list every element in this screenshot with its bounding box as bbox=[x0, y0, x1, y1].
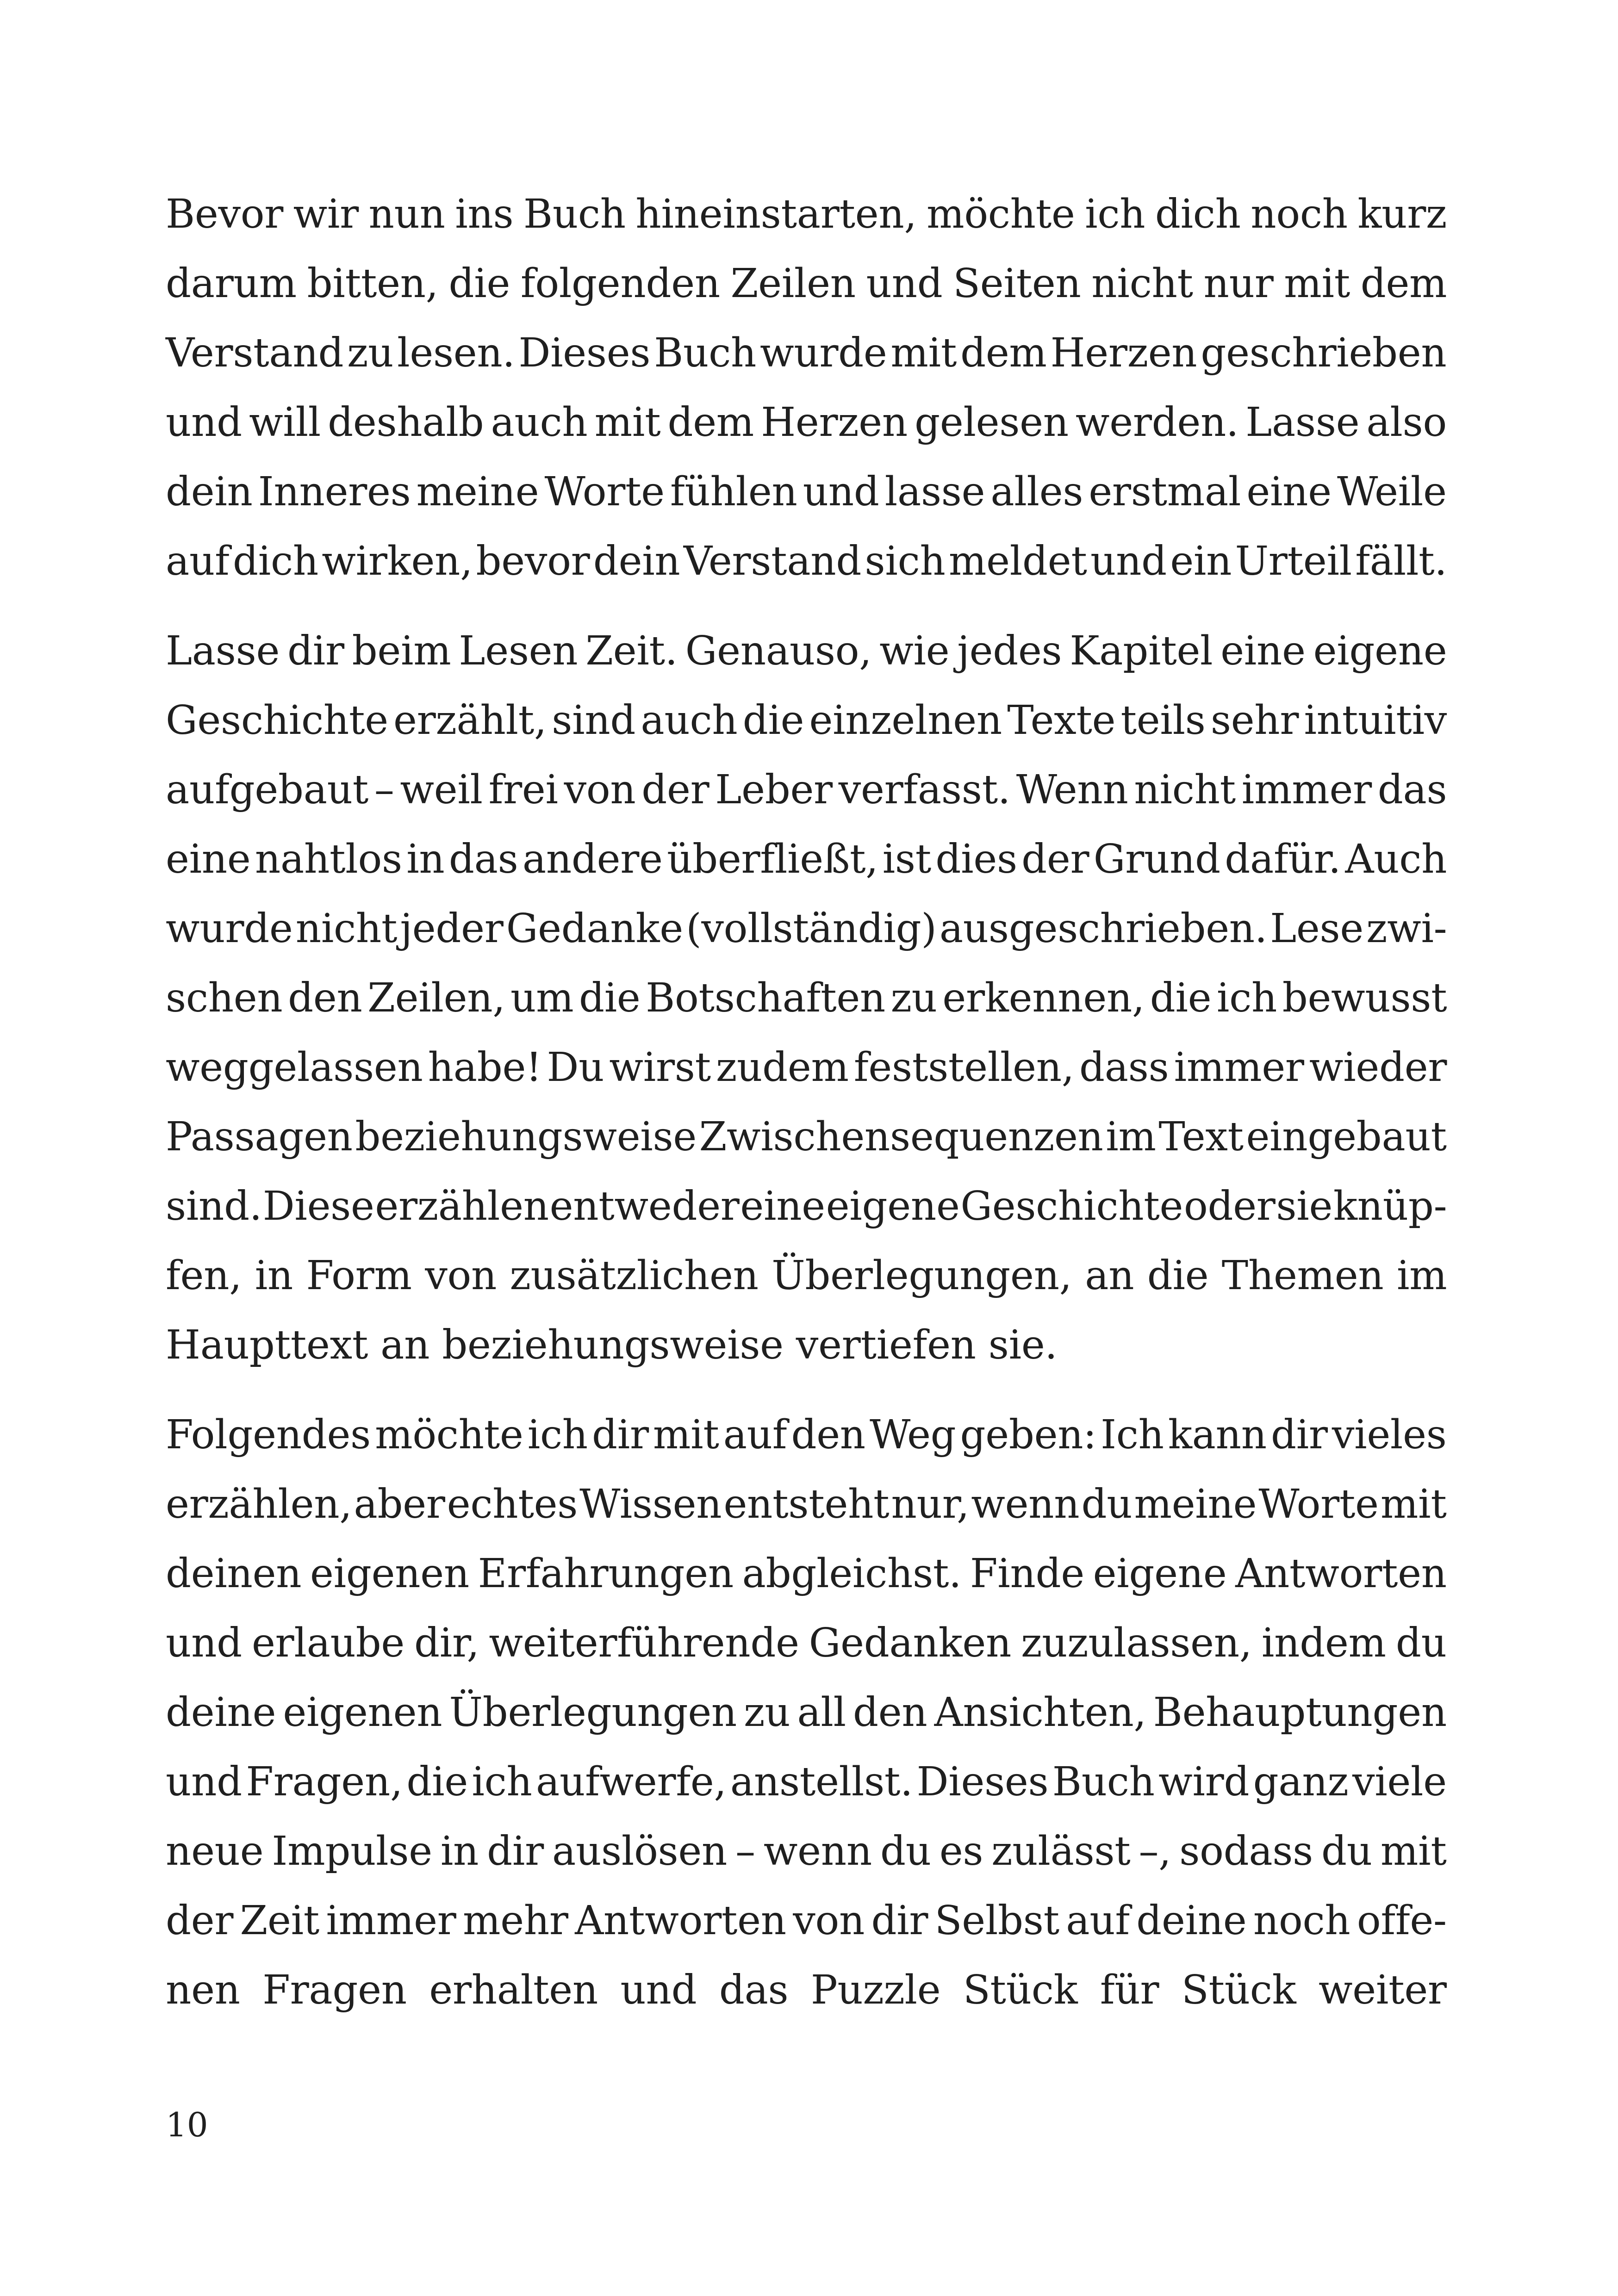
text-line: neue Impulse in dir auslösen – wenn du es zulässt –, sodass du mit bbox=[166, 1828, 1447, 1874]
text-line: und erlaube dir, weiterführende Gedanken zuzulassen, indem du bbox=[166, 1620, 1447, 1666]
paragraph-2 bbox=[166, 616, 1447, 1380]
text-line: deinen eigenen Erfahrungen abgleichst. Finde eigene Antworten bbox=[166, 1551, 1447, 1597]
paragraph-1 bbox=[166, 180, 1447, 596]
text-line: Geschichte erzählt, sind auch die einzelnen Texte teils sehr intuitiv bbox=[166, 697, 1447, 744]
text-line: weggelassen habe! Du wirst zudem feststellen, dass immer wieder bbox=[166, 1044, 1447, 1091]
text-line: Lasse dir beim Lesen Zeit. Genauso, wie jedes Kapitel eine eigene bbox=[166, 628, 1447, 674]
text-line: darum bitten, die folgenden Zeilen und Seiten nicht nur mit dem bbox=[166, 261, 1447, 307]
text-line: der Zeit immer mehr Antworten von dir Selbst auf deine noch offe- bbox=[166, 1898, 1447, 1944]
text-line: schen den Zeilen, um die Botschaften zu erkennen, die ich bewusst bbox=[166, 975, 1447, 1021]
text-line: und Fragen, die ich aufwerfe, anstellst. Dieses Buch wird ganz viele bbox=[166, 1759, 1447, 1805]
text-line: Folgendes möchte ich dir mit auf den Weg geben: Ich kann dir vieles bbox=[166, 1412, 1447, 1458]
text-line: Passagen beziehungsweise Zwischensequenzen im Text eingebaut bbox=[166, 1114, 1447, 1160]
text-line: auf dich wirken, bevor dein Verstand sich meldet und ein Urteil fällt. bbox=[166, 538, 1447, 584]
text-line: dein Inneres meine Worte fühlen und lasse alles erstmal eine Weile bbox=[166, 469, 1447, 515]
paragraph-gap bbox=[166, 1380, 1447, 1400]
text-line: und will deshalb auch mit dem Herzen gelesen werden. Lasse also bbox=[166, 399, 1447, 446]
text-line: Haupttext an beziehungsweise vertiefen sie. bbox=[166, 1322, 1058, 1368]
text-line: Verstand zu lesen. Dieses Buch wurde mit dem Herzen geschrieben bbox=[166, 330, 1447, 376]
text-line: Bevor wir nun ins Buch hineinstarten, möchte ich dich noch kurz bbox=[166, 191, 1447, 237]
text-line: nen Fragen erhalten und das Puzzle Stück für Stück weiter bbox=[166, 1967, 1447, 2013]
paragraph-3 bbox=[166, 1400, 1447, 2025]
text-line: sind. Diese erzählen entweder eine eigene Geschichte oder sie knüp- bbox=[166, 1183, 1447, 1229]
text-line: fen, in Form von zusätzlichen Überlegungen, an die Themen im bbox=[166, 1253, 1447, 1299]
text-line: erzählen, aber echtes Wissen entsteht nur, wenn du meine Worte mit bbox=[166, 1481, 1447, 1527]
body-text bbox=[166, 180, 1447, 2025]
text-line: wurde nicht jeder Gedanke (vollständig) ausgeschrieben. Lese zwi- bbox=[166, 906, 1447, 952]
page-number: 10 bbox=[166, 2105, 208, 2144]
text-line: eine nahtlos in das andere überfließt, ist dies der Grund dafür. Auch bbox=[166, 836, 1447, 882]
text-line: aufgebaut – weil frei von der Leber verfasst. Wenn nicht immer das bbox=[166, 767, 1447, 813]
paragraph-gap bbox=[166, 596, 1447, 616]
text-line: deine eigenen Überlegungen zu all den Ansichten, Behauptungen bbox=[166, 1689, 1447, 1736]
